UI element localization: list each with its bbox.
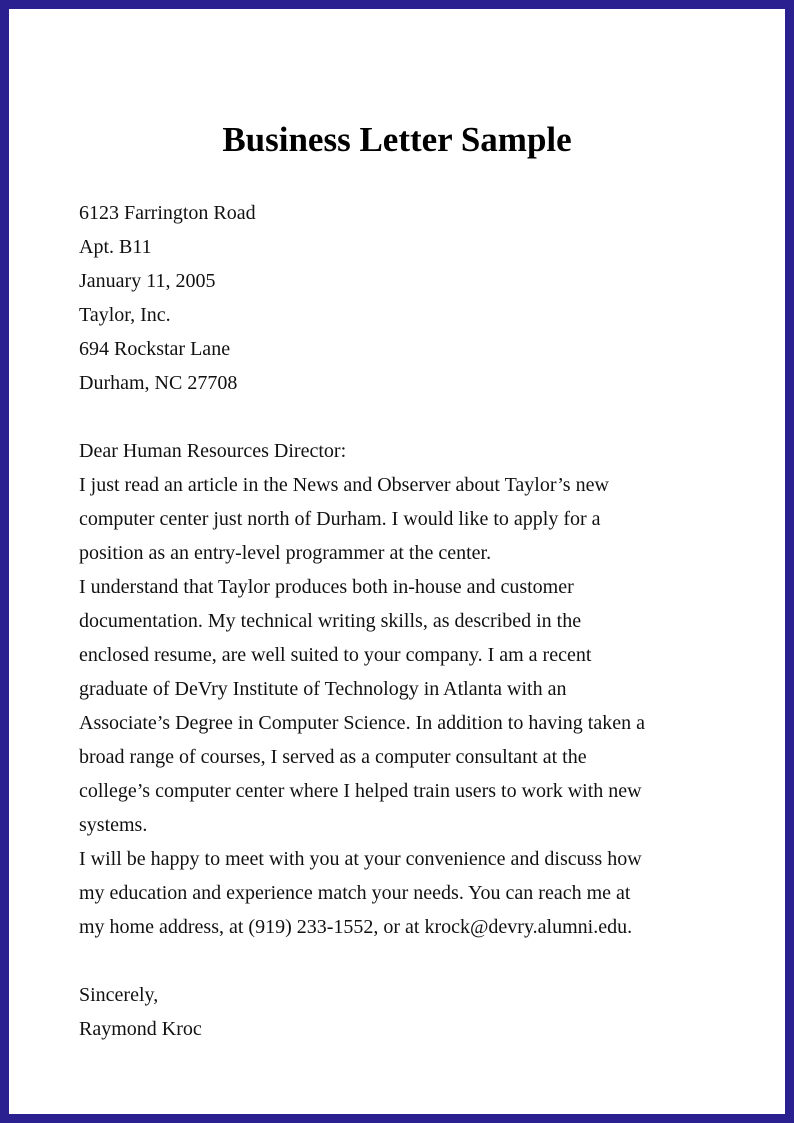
address-line-apartment: Apt. B11 — [79, 236, 152, 258]
body-line: systems. — [79, 814, 148, 836]
body-line: I understand that Taylor produces both in-house and customer — [79, 576, 574, 598]
closing: Sincerely, — [79, 984, 159, 1006]
spacer — [79, 400, 719, 434]
body-line: Associate’s Degree in Computer Science. In addition to having taken a — [79, 712, 645, 734]
page-title: Business Letter Sample — [222, 120, 572, 159]
spacer — [79, 944, 719, 978]
body-line: graduate of DeVry Institute of Technology in Atlanta with an — [79, 678, 567, 700]
body-line: my home address, at (919) 233-1552, or at krock@devry.alumni.edu. — [79, 916, 633, 938]
body-line: enclosed resume, are well suited to your company. I am a recent — [79, 644, 592, 666]
letter-date: January 11, 2005 — [79, 270, 216, 292]
recipient-city: Durham, NC 27708 — [79, 372, 238, 394]
recipient-company: Taylor, Inc. — [79, 304, 171, 326]
body-line: college’s computer center where I helped train users to work with new — [79, 780, 642, 802]
letter-body — [79, 196, 719, 1046]
salutation: Dear Human Resources Director: — [79, 440, 347, 462]
address-line-street: 6123 Farrington Road — [79, 202, 256, 224]
body-line: documentation. My technical writing skills, as described in the — [79, 610, 582, 632]
body-line: I will be happy to meet with you at your convenience and discuss how — [79, 848, 642, 870]
recipient-street: 694 Rockstar Lane — [79, 338, 231, 360]
body-line: broad range of courses, I served as a computer consultant at the — [79, 746, 587, 768]
body-line: I just read an article in the News and Observer about Taylor’s new — [79, 474, 609, 496]
body-line: computer center just north of Durham. I would like to apply for a — [79, 508, 601, 530]
body-line: my education and experience match your needs. You can reach me at — [79, 882, 631, 904]
body-line: position as an entry-level programmer at the center. — [79, 542, 492, 564]
signature-name: Raymond Kroc — [79, 1018, 202, 1040]
